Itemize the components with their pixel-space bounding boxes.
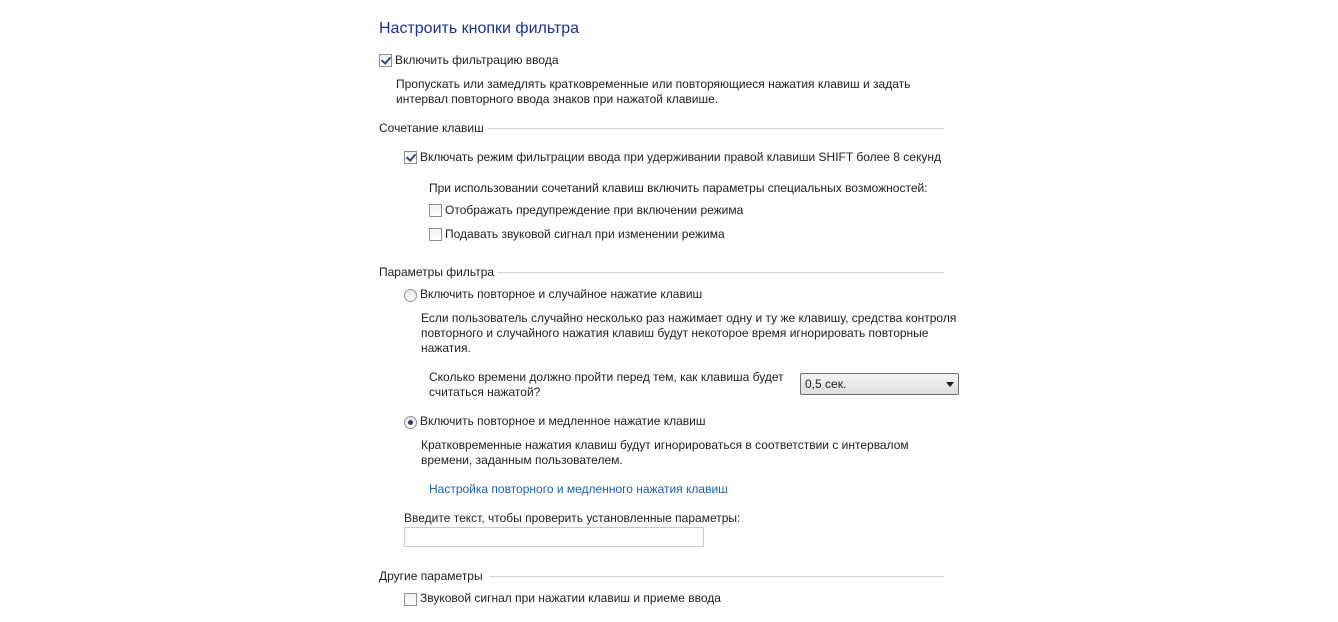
- enable-filter-description-line2: интервал повторного ввода знаков при нажатой клавише.: [396, 92, 719, 106]
- page-title: Настроить кнопки фильтра: [379, 20, 580, 37]
- interval-question-line1: Сколько времени должно пройти перед тем, как клавиша будет: [429, 370, 784, 384]
- slow-option-radio[interactable]: [404, 416, 417, 429]
- slow-option-description-line1: Кратковременные нажатия клавиш будут игнорироваться в соответствии с интервалом: [421, 438, 909, 452]
- repeat-option-description-line1: Если пользователь случайно несколько раз нажимает одну и ту же клавишу, средства контроля: [421, 311, 957, 325]
- repeat-option-description-line3: нажатия.: [421, 341, 471, 355]
- shortcut-group-title: Сочетание клавиш: [379, 121, 484, 135]
- interval-select[interactable]: [800, 373, 959, 395]
- interval-question-line2: считаться нажатой?: [429, 385, 541, 399]
- slow-option-description-line2: времени, заданным пользователем.: [421, 453, 623, 467]
- test-input-label: Введите текст, чтобы проверить установленные параметры:: [404, 511, 741, 525]
- slow-keys-settings-link[interactable]: Настройка повторного и медленного нажатия клавиш: [429, 482, 728, 496]
- shift-option-checkbox[interactable]: [404, 151, 417, 164]
- chevron-down-icon: [946, 382, 954, 387]
- test-text-input[interactable]: [404, 527, 704, 547]
- repeat-option-description-line2: повторного и случайного нажатия клавиш будут некоторое время игнорировать повторные: [421, 326, 929, 340]
- warning-option-label[interactable]: Отображать предупреждение при включении режима: [445, 203, 744, 217]
- slow-option-label[interactable]: Включить повторное и медленное нажатие клавиш: [420, 414, 706, 428]
- filter-group-title: Параметры фильтра: [379, 265, 495, 279]
- beep-option-label[interactable]: Звуковой сигнал при нажатии клавиш и приеме ввода: [420, 591, 721, 605]
- enable-filter-checkbox[interactable]: [379, 54, 392, 67]
- repeat-option-label[interactable]: Включить повторное и случайное нажатие клавиш: [420, 287, 703, 301]
- sound-option-label[interactable]: Подавать звуковой сигнал при изменении режима: [445, 227, 725, 241]
- warning-option-checkbox[interactable]: [429, 204, 442, 217]
- enable-filter-description-line1: Пропускать или замедлять кратковременные или повторяющиеся нажатия клавиш и задать: [396, 77, 911, 91]
- repeat-option-radio[interactable]: [404, 289, 417, 302]
- sound-option-checkbox[interactable]: [429, 228, 442, 241]
- enable-filter-label[interactable]: Включить фильтрацию ввода: [395, 53, 559, 67]
- shortcut-sub-heading: При использовании сочетаний клавиш включить параметры специальных возможностей:: [429, 181, 928, 195]
- beep-option-checkbox[interactable]: [404, 593, 417, 606]
- shift-option-label[interactable]: Включать режим фильтрации ввода при удерживании правой клавиши SHIFT более 8 секунд: [420, 150, 941, 164]
- interval-select-value: 0,5 сек.: [805, 377, 847, 391]
- filter-group-divider: [497, 272, 944, 273]
- other-group-title: Другие параметры: [379, 569, 483, 583]
- other-group-divider: [489, 576, 944, 577]
- shortcut-group-divider: [488, 128, 944, 129]
